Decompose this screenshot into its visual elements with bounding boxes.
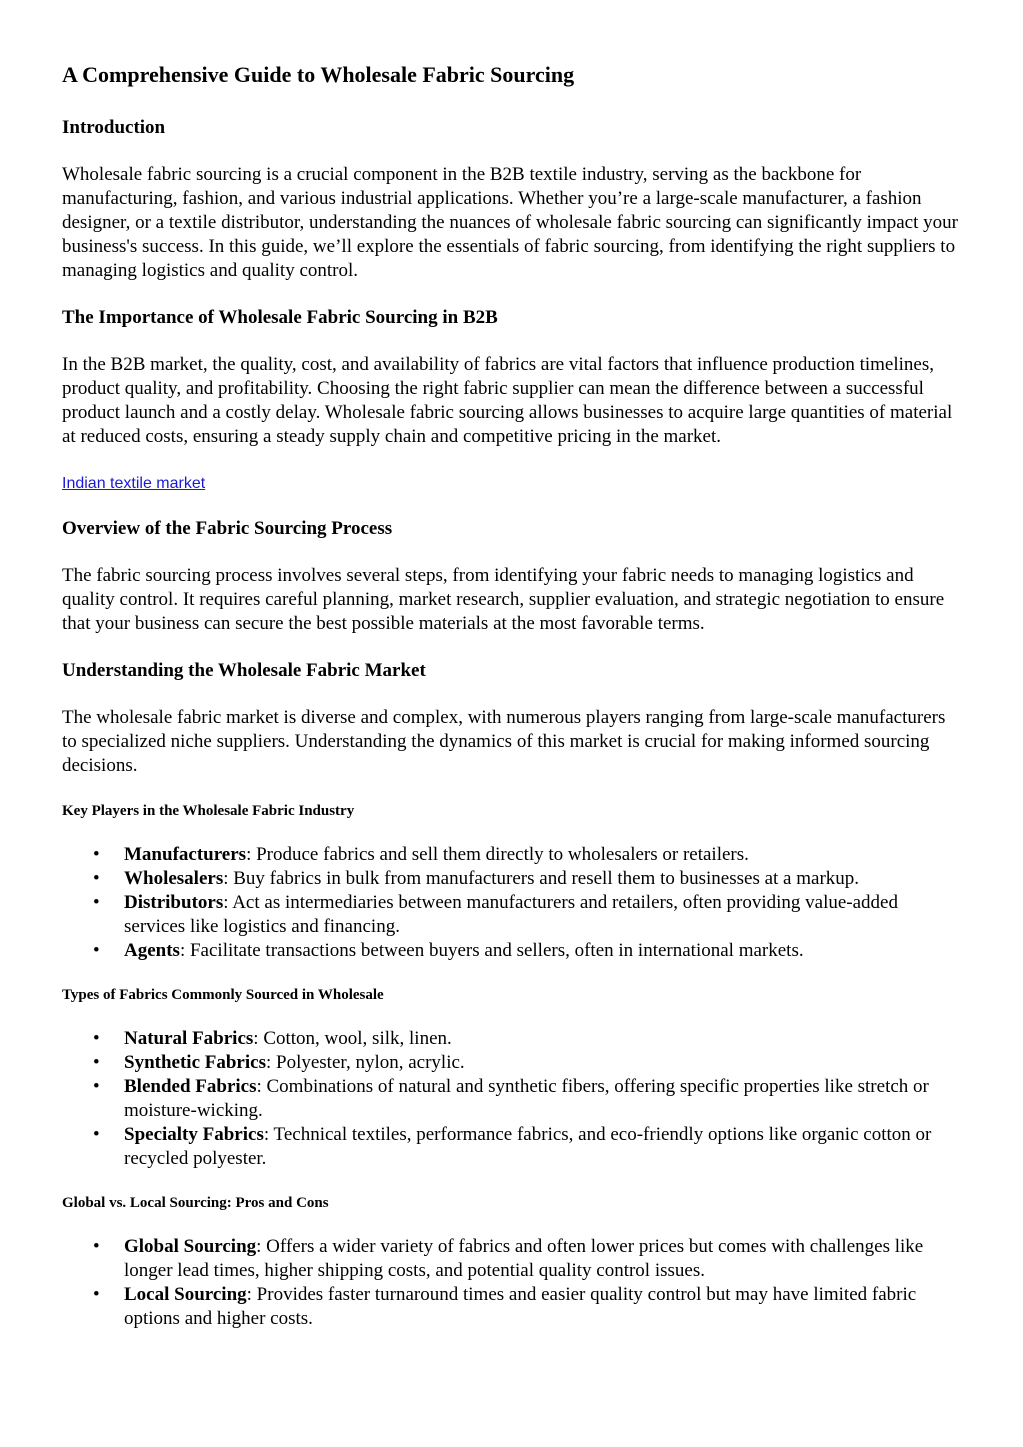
document-page <box>62 60 962 1353</box>
list-item-text: : Polyester, nylon, acrylic. <box>265 1052 465 1073</box>
list-item-term: Global Sourcing <box>124 1236 257 1257</box>
list-item-text: : Combinations of natural and synthetic fibers, offering specific properties like stretch or moisture-wicking. <box>124 1076 929 1121</box>
importance-heading: The Importance of Wholesale Fabric Sourcing in B2B <box>62 307 498 328</box>
overview-paragraph: The fabric sourcing process involves several steps, from identifying your fabric needs to managing logistics and quality control. It requires careful planning, market research, supplier evaluation, and strategic negotiation to ensure that your business can secure the best possible materials at the most favorable terms. <box>62 565 945 634</box>
list-item-term: Blended Fabrics <box>124 1076 257 1097</box>
list-item-text: : Buy fabrics in bulk from manufacturers and resell them to businesses at a markup. <box>223 868 860 889</box>
list-item-term: Distributors <box>124 892 224 913</box>
list-item-term: Manufacturers <box>124 844 247 865</box>
list-item-text: : Cotton, wool, silk, linen. <box>253 1028 452 1049</box>
list-item <box>124 1235 962 1283</box>
overview-heading: Overview of the Fabric Sourcing Process <box>62 518 393 539</box>
list-item-term: Agents <box>124 940 180 961</box>
document-title: A Comprehensive Guide to Wholesale Fabric Sourcing <box>62 62 575 87</box>
market-paragraph: The wholesale fabric market is diverse and complex, with numerous players ranging from large-scale manufacturers to specialized niche suppliers. Understanding the dynamics of this market is crucial for making informed sourcing decisions. <box>62 707 946 776</box>
list-item <box>124 1075 962 1123</box>
types-list <box>62 1027 962 1171</box>
list-item-text: : Facilitate transactions between buyers and sellers, often in international markets. <box>179 940 804 961</box>
list-item <box>124 867 962 891</box>
list-item-text: : Provides faster turnaround times and easier quality control but may have limited fabric options and higher costs. <box>124 1284 917 1329</box>
market-heading: Understanding the Wholesale Fabric Market <box>62 660 426 681</box>
global-local-list <box>62 1235 962 1331</box>
importance-paragraph: In the B2B market, the quality, cost, and availability of fabrics are vital factors that influence production timelines, product quality, and profitability. Choosing the right fabric supplier can mean the difference between a successful product launch and a costly delay. Wholesale fabric sourcing allows businesses to acquire large quantities of material at reduced costs, ensuring a steady supply chain and competitive pricing in the market. <box>62 354 953 447</box>
list-item-text: : Offers a wider variety of fabrics and often lower prices but comes with challenges like longer lead times, higher shipping costs, and potential quality control issues. <box>124 1236 924 1281</box>
list-item-term: Synthetic Fabrics <box>124 1052 266 1073</box>
list-item <box>124 1283 962 1331</box>
list-item-text: : Technical textiles, performance fabrics, and eco-friendly options like organic cotton or recycled polyester. <box>124 1124 932 1169</box>
list-item <box>124 891 962 939</box>
indian-textile-market-link[interactable]: Indian textile market <box>62 475 206 492</box>
list-item <box>124 843 962 867</box>
list-item-term: Wholesalers <box>124 868 224 889</box>
list-item-term: Specialty Fabrics <box>124 1124 264 1145</box>
list-item-term: Local Sourcing <box>124 1284 247 1305</box>
intro-paragraph: Wholesale fabric sourcing is a crucial component in the B2B textile industry, serving as the backbone for manufacturing, fashion, and various industrial applications. Whether you’re a large-scale manufacturer, a fashion designer, or a textile distributor, understanding the nuances of wholesale fabric sourcing can significantly impact your business's success. In this guide, we’ll explore the essentials of fabric sourcing, from identifying the right suppliers to managing logistics and quality control. <box>62 164 958 281</box>
global-local-heading: Global vs. Local Sourcing: Pros and Cons <box>62 1195 329 1211</box>
list-item <box>124 1123 962 1171</box>
list-item-text: : Produce fabrics and sell them directly to wholesalers or retailers. <box>246 844 749 865</box>
players-list <box>62 843 962 963</box>
list-item <box>124 939 962 963</box>
list-item-text: : Act as intermediaries between manufacturers and retailers, often providing value-added services like logistics and financing. <box>124 892 898 937</box>
types-heading: Types of Fabrics Commonly Sourced in Wholesale <box>62 987 384 1003</box>
intro-heading: Introduction <box>62 117 166 138</box>
list-item <box>124 1027 962 1051</box>
list-item <box>124 1051 962 1075</box>
players-heading: Key Players in the Wholesale Fabric Industry <box>62 803 355 819</box>
list-item-term: Natural Fabrics <box>124 1028 254 1049</box>
